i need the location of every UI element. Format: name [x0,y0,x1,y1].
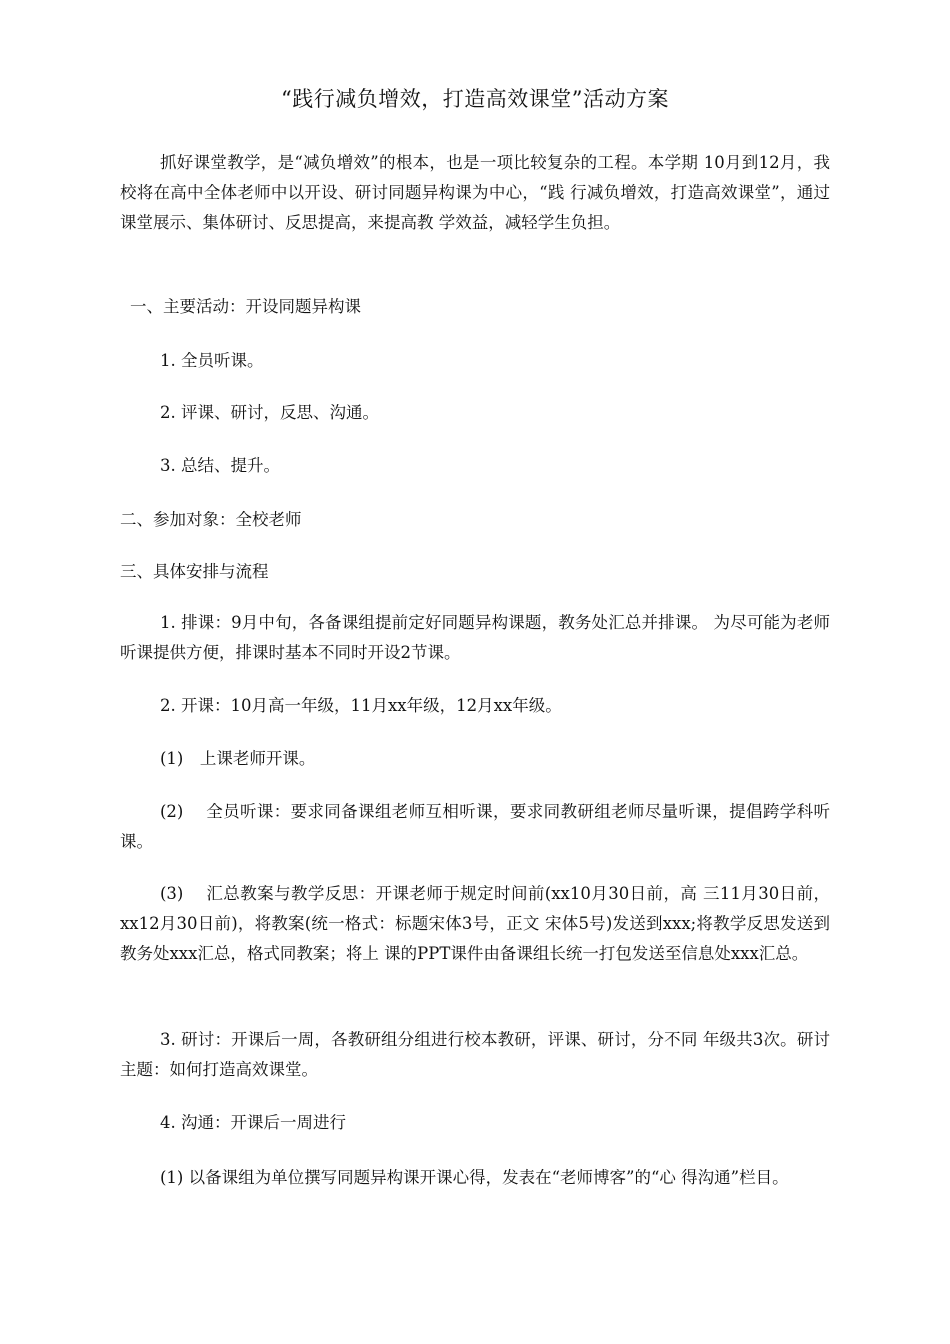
section-3-item-3: 3. 研讨：开课后一周，各教研组分组进行校本教研，评课、研讨，分不同 年级共3次。研讨主题：如何打造高效课堂。 [120,1030,830,1079]
section-3-heading: 三、具体安排与流程 [120,562,269,581]
section-3-item-4: 4. 沟通：开课后一周进行 [160,1113,346,1132]
section-1-item-3: 3. 总结、提升。 [160,456,280,475]
section-3-item-1: 1. 排课：9月中旬，各备课组提前定好同题异构课题，教务处汇总并排课。 为尽可能为老师听课提供方便，排课时基本不同时开设2节课。 [120,613,830,662]
section-1-item-2: 2. 评课、研讨，反思、沟通。 [160,403,379,422]
section-3-sub-3: (3) 汇总教案与教学反思：开课老师于规定时间前(xx10月30日前，高 三11月30日前，xx12月30日前)，将教案(统一格式：标题宋体3号，正文 宋体5号)发送到xxx;将教学反思发送到教务处xxx汇总，格式同教案；将上 课的PPT课件由备课组长统一打包发送至信息处xxx汇总。 [120,884,830,963]
intro-paragraph: 抓好课堂教学，是“减负增效”的根本，也是一项比较复杂的工程。本学期 10月到12月，我校将在高中全体老师中以开设、研讨同题异构课为中心，“践 行减负增效，打造高效课堂”，通过课堂展示、集体研讨、反思提高，来提高教 学效益，减轻学生负担。 [120,153,830,232]
document-title: “践行减负增效，打造高效课堂”活动方案 [281,87,669,111]
section-3-item-2: 2. 开课：10月高一年级，11月xx年级，12月xx年级。 [160,696,562,715]
section-3-sub-2: (2) 全员听课：要求同备课组老师互相听课，要求同教研组老师尽量听课，提倡跨学科听课。 [120,802,830,851]
section-2-heading: 二、参加对象：全校老师 [120,510,302,529]
section-3-sub-4: (1) 以备课组为单位撰写同题异构课开课心得，发表在“老师博客”的“心 得沟通”栏目。 [160,1168,789,1187]
section-3-sub-1: (1) 上课老师开课。 [160,749,316,768]
section-1-heading: 一、主要活动：开设同题异构课 [130,297,361,316]
section-1-item-1: 1. 全员听课。 [160,351,264,370]
